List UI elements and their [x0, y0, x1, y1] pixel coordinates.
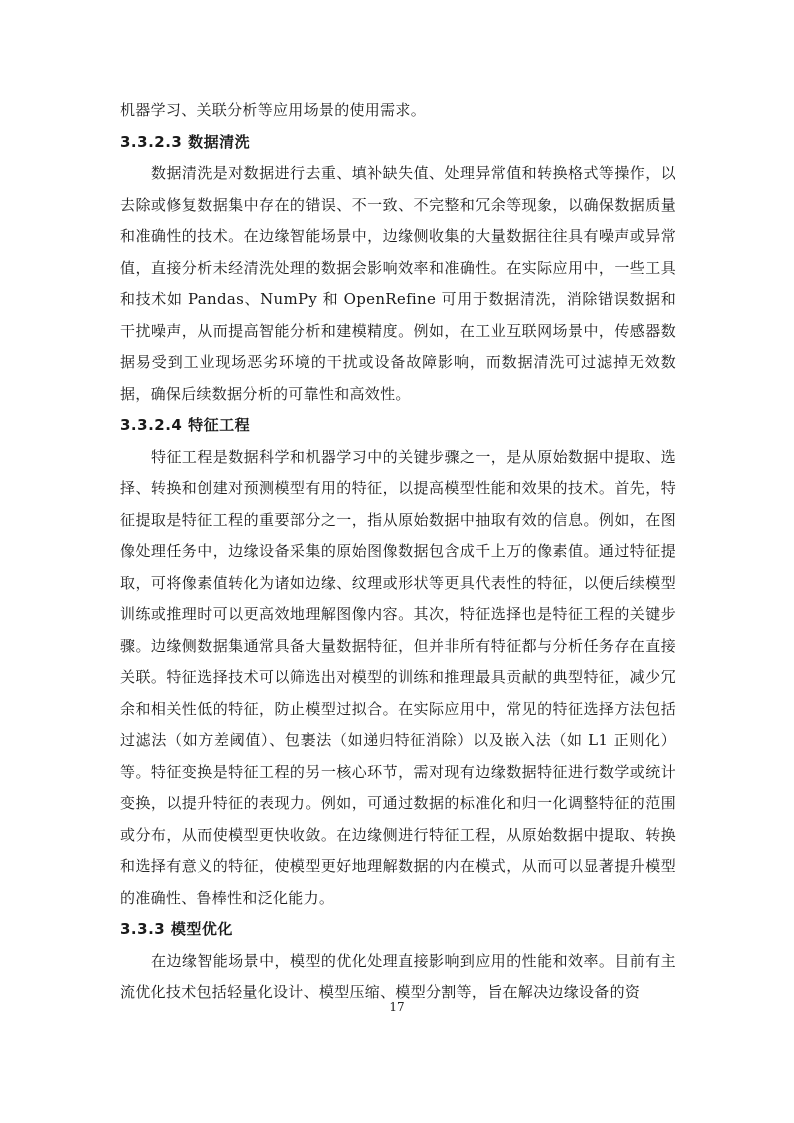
page-number: 17 — [389, 1000, 405, 1014]
heading-3-3-3: 3.3.3 模型优化 — [120, 920, 233, 938]
heading-3-3-2-3: 3.3.2.3 数据清洗 — [120, 132, 251, 151]
paragraph-feature-engineering: 特征工程是数据科学和机器学习中的关键步骤之一，是从原始数据中提取、选择、转换和创建对预测模型有用的特征，以提高模型性能和效果的技术。首先，特征提取是特征工程的重要部分之一，指从原始数据中抽取有效的信息。例如，在图像处理任务中，边缘设备采集的原始图像数据包含成千上万的像素值。通过特征提取，可将像素值转化为诸如边缘、纹理或形状等更具代表性的特征，以便后续模型训练或推理时可以更高效地理解图像内容。其次，特征选择也是特征工程的关键步骤。边缘侧数据集通常具备大量数据特征，但并非所有特征都与分析任务存在直接关联。特征选择技术可以筛选出对模型的训练和推理最具贡献的典型特征，减少冗余和相关性低的特征，防止模型过拟合。在实际应用中，常见的特征选择方法包括过滤法（如方差阈值）、包裹法（如递归特征消除）以及嵌入法（如 L1 正则化）等。特征变换是特征工程的另一核心环节，需对现有边缘数据特征进行数学或统计变换，以提升特征的表现力。例如，可通过数据的标准化和归一化调整特征的范围或分布，从而使模型更快收敛。在边缘侧进行特征工程，从原始数据中提取、转换和选择有意义的特征，使模型更好地理解数据的内在模式，从而可以显著提升模型的准确性、鲁棒性和泛化能力。 — [120, 447, 676, 907]
paragraph-model-optimization: 在边缘智能场景中，模型的优化处理直接影响到应用的性能和效率。目前有主流优化技术包括轻量化设计、模型压缩、模型分割等，旨在解决边缘设备的资 — [120, 951, 676, 1001]
paragraph-intro-tail: 机器学习、关联分析等应用场景的使用需求。 — [120, 101, 427, 119]
paragraph-data-cleaning: 数据清洗是对数据进行去重、填补缺失值、处理异常值和转换格式等操作，以去除或修复数据集中存在的错误、不一致、不完整和冗余等现象，以确保数据质量和准确性的技术。在边缘智能场景中，边缘侧收集的大量数据往往具有噪声或异常值，直接分析未经清洗处理的数据会影响效率和准确性。在实际应用中，一些工具和技术如 Pandas、NumPy 和 OpenRefine 可用于数据清洗，消除错误数据和干扰噪声，从而提高智能分析和建模精度。例如，在工业互联网场景中，传感器数据易受到工业现场恶劣环境的干扰或设备故障影响，而数据清洗可过滤掉无效数据，确保后续数据分析的可靠性和高效性。 — [120, 164, 676, 403]
heading-3-3-2-4: 3.3.2.4 特征工程 — [120, 416, 251, 434]
page-content — [120, 95, 676, 1009]
